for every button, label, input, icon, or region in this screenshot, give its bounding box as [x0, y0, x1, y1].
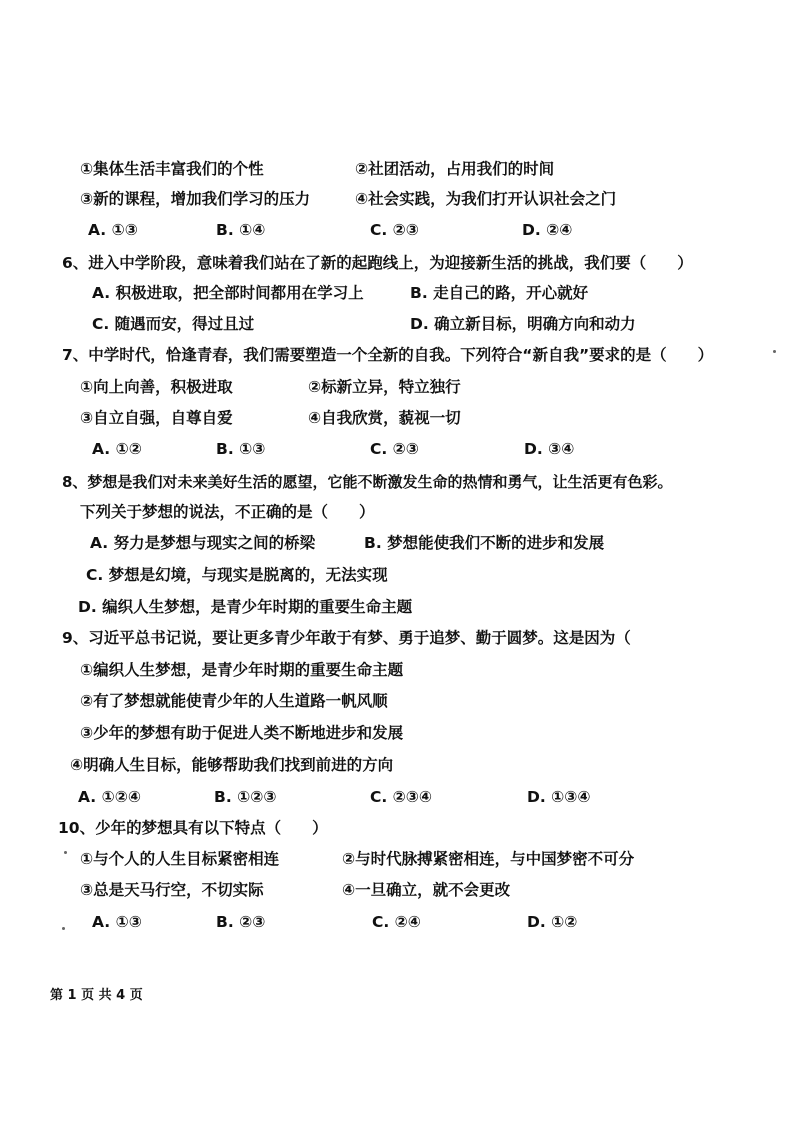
q10-option-2: ②与时代脉搏紧密相连，与中国梦密不可分 [342, 850, 635, 868]
q7-stem: 7、中学时代，恰逢青春，我们需要塑造一个全新的自我。下列符合“新自我”要求的是（ ） [62, 346, 714, 364]
q8-stem-line-1: 8、梦想是我们对未来美好生活的愿望，它能不断激发生命的热情和勇气，让生活更有色彩。 [62, 473, 673, 491]
q6-choice-d: D. 确立新目标，明确方向和动力 [410, 315, 636, 333]
q7-option-3: ③自立自强，自尊自爱 [80, 409, 233, 427]
q7-choice-c: C. ②③ [370, 440, 419, 458]
q5-option-3: ③新的课程，增加我们学习的压力 [80, 190, 311, 208]
q10-choice-b: B. ②③ [216, 913, 266, 931]
q10-option-4: ④一旦确立，就不会更改 [342, 881, 511, 899]
page-footer: 第 1 页 共 4 页 [50, 988, 143, 1003]
q10-choice-c: C. ②④ [372, 913, 421, 931]
q8-stem-line-2: 下列关于梦想的说法，不正确的是（ ） [80, 503, 375, 521]
q9-choice-d: D. ①③④ [527, 788, 591, 806]
q5-choice-a: A. ①③ [88, 221, 138, 239]
scan-speck [64, 851, 67, 854]
q7-option-4: ④自我欣赏，藐视一切 [308, 409, 461, 427]
q6-choice-b: B. 走自己的路，开心就好 [410, 284, 589, 302]
q7-option-2: ②标新立异，特立独行 [308, 378, 461, 396]
q8-choice-c: C. 梦想是幻境，与现实是脱离的，无法实现 [86, 566, 388, 584]
scan-speck [773, 350, 776, 353]
q10-option-1: ①与个人的人生目标紧密相连 [80, 850, 280, 868]
q9-option-3: ③少年的梦想有助于促进人类不断地进步和发展 [80, 724, 404, 742]
q9-option-2: ②有了梦想就能使青少年的人生道路一帆风顺 [80, 692, 388, 710]
q7-choice-b: B. ①③ [216, 440, 266, 458]
q10-choice-a: A. ①③ [92, 913, 142, 931]
q5-option-1: ①集体生活丰富我们的个性 [80, 160, 264, 178]
q6-stem: 6、进入中学阶段，意味着我们站在了新的起跑线上，为迎接新生活的挑战，我们要（ ） [62, 254, 693, 272]
q5-choice-c: C. ②③ [370, 221, 419, 239]
q7-choice-a: A. ①② [92, 440, 142, 458]
scan-speck [62, 927, 65, 930]
q5-option-2: ②社团活动，占用我们的时间 [355, 160, 555, 178]
q7-option-1: ①向上向善，积极进取 [80, 378, 233, 396]
q8-choice-a: A. 努力是梦想与现实之间的桥梁 [90, 534, 316, 552]
q10-choice-d: D. ①② [527, 913, 578, 931]
q7-choice-d: D. ③④ [524, 440, 575, 458]
q9-stem: 9、习近平总书记说，要让更多青少年敢于有梦、勇于追梦、勤于圆梦。这是因为（ [62, 629, 631, 647]
q6-choice-a: A. 积极进取，把全部时间都用在学习上 [92, 284, 364, 302]
q9-choice-a: A. ①②④ [78, 788, 141, 806]
q9-option-1: ①编织人生梦想，是青少年时期的重要生命主题 [80, 661, 404, 679]
q5-choice-d: D. ②④ [522, 221, 573, 239]
q8-choice-b: B. 梦想能使我们不断的进步和发展 [364, 534, 605, 552]
q8-choice-d: D. 编织人生梦想，是青少年时期的重要生命主题 [78, 598, 413, 616]
q5-option-4: ④社会实践，为我们打开认识社会之门 [355, 190, 617, 208]
q9-choice-b: B. ①②③ [214, 788, 277, 806]
q9-choice-c: C. ②③④ [370, 788, 433, 806]
q10-stem: 10、少年的梦想具有以下特点（ ） [58, 819, 328, 837]
q6-choice-c: C. 随遇而安，得过且过 [92, 315, 255, 333]
q9-option-4: ④明确人生目标，能够帮助我们找到前进的方向 [70, 756, 394, 774]
q5-choice-b: B. ①④ [216, 221, 266, 239]
q10-option-3: ③总是天马行空，不切实际 [80, 881, 264, 899]
